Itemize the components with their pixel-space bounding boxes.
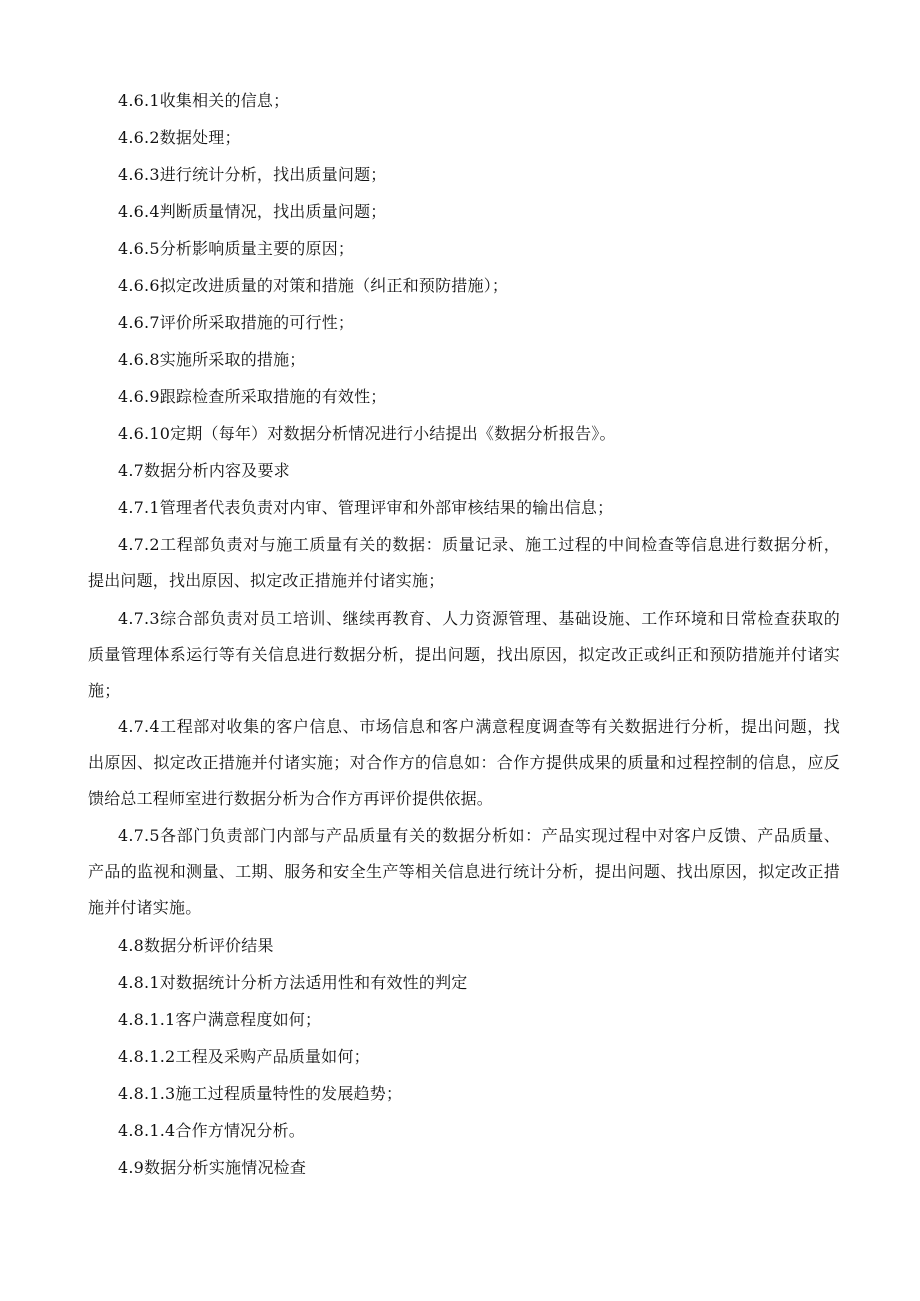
text-line-4-7-1: 4.7.1管理者代表负责对内审、管理评审和外部审核结果的输出信息； [118, 498, 614, 517]
text-line-4-8-1: 4.8.1对数据统计分析方法适用性和有效性的判定 [118, 973, 468, 992]
paragraph-4-7-5: 4.7.5各部门负责部门内部与产品质量有关的数据分析如：产品实现过程中对客户反馈、产品质量、产品的监视和测量、工期、服务和安全生产等相关信息进行统计分析，提出问题、找出原因，拟定改正措施并付诸实施。 [88, 826, 840, 917]
paragraph-4-7-4: 4.7.4工程部对收集的客户信息、市场信息和客户满意程度调查等有关数据进行分析，提出问题，找出原因、拟定改正措施并付诸实施；对合作方的信息如：合作方提供成果的质量和过程控制的信息，应反馈给总工程师室进行数据分析为合作方再评价提供依据。 [88, 717, 840, 808]
text-line-4-8-1-4: 4.8.1.4合作方情况分析。 [118, 1121, 305, 1140]
text-line-4-8-1-2: 4.8.1.2工程及采购产品质量如何； [118, 1047, 370, 1066]
text-line-4-6-2: 4.6.2数据处理； [118, 128, 241, 147]
text-line-4-6-4: 4.6.4判断质量情况，找出质量问题； [118, 202, 387, 221]
section-heading-4-7: 4.7数据分析内容及要求 [118, 461, 290, 480]
text-line-4-6-1: 4.6.1收集相关的信息； [118, 91, 290, 110]
section-heading-4-9: 4.9数据分析实施情况检查 [118, 1158, 307, 1177]
paragraph-4-7-2: 4.7.2工程部负责对与施工质量有关的数据：质量记录、施工过程的中间检查等信息进行数据分析，提出问题，找出原因、拟定改正措施并付诸实施； [88, 535, 840, 590]
text-line-4-8-1-1: 4.8.1.1客户满意程度如何； [118, 1010, 322, 1029]
text-line-4-6-3: 4.6.3进行统计分析，找出质量问题； [118, 165, 387, 184]
text-line-4-6-5: 4.6.5分析影响质量主要的原因； [118, 239, 355, 258]
text-line-4-6-8: 4.6.8实施所采取的措施； [118, 350, 306, 369]
text-line-4-6-7: 4.6.7评价所采取措施的可行性； [118, 313, 355, 332]
paragraph-4-7-3: 4.7.3综合部负责对员工培训、继续再教育、人力资源管理、基础设施、工作环境和日常检查获取的质量管理体系运行等有关信息进行数据分析，提出问题，找出原因，拟定改正或纠正和预防措施并付诸实施； [88, 609, 840, 700]
text-line-4-6-9: 4.6.9跟踪检查所采取措施的有效性； [118, 387, 387, 406]
text-line-4-8-1-3: 4.8.1.3施工过程质量特性的发展趋势； [118, 1084, 403, 1103]
text-line-4-6-10: 4.6.10定期（每年）对数据分析情况进行小结提出《数据分析报告》。 [118, 424, 616, 443]
text-line-4-6-6: 4.6.6拟定改进质量的对策和措施（纠正和预防措施）； [118, 276, 509, 295]
section-heading-4-8: 4.8数据分析评价结果 [118, 936, 274, 955]
